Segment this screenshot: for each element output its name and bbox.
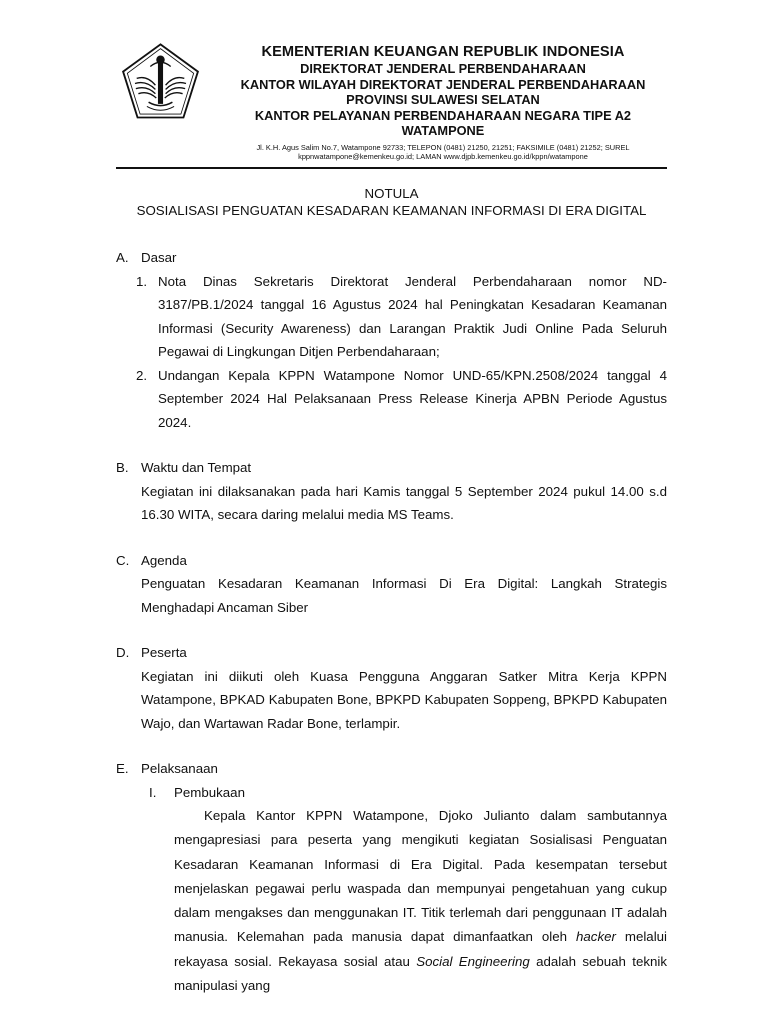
letterhead-regional-office: KANTOR WILAYAH DIREKTORAT JENDERAL PERBENDAHARAAN [240,76,646,92]
subsection-text [174,804,667,998]
section-letter: D. [116,645,130,660]
section-heading [116,456,667,480]
document-body [116,246,667,1020]
letterhead-directorate: DIREKTORAT JENDERAL PERBENDAHARAAN [300,61,586,76]
section-heading [116,246,667,270]
section-heading [116,757,667,781]
section-text: Kegiatan ini dilaksanakan pada hari Kamis tanggal 5 September 2024 pukul 14.00 s.d 16.30 WITA, secara daring melalui media MS Teams. [141,483,667,522]
subsection-title: Pembukaan [174,784,245,800]
section-title: Agenda [141,552,187,568]
section-letter: A. [116,250,129,265]
ministry-emblem-logo [118,41,203,126]
text-segment: melalui rekayasa sosial. Rekayasa sosial atau [174,929,668,969]
section-waktu-tempat [116,456,667,527]
letterhead [210,43,676,162]
section-agenda [116,549,667,620]
letterhead-address [210,143,676,162]
subsection-number: I. [149,784,157,800]
section-pelaksanaan [116,757,667,998]
italic-term-social-engineering: Social Engineering [416,953,530,969]
list-number: 1. [136,273,148,289]
italic-term-hacker: hacker [576,929,616,945]
section-dasar [116,246,667,434]
document-title [116,185,667,219]
section-title: Dasar [141,250,177,265]
section-peserta [116,641,667,735]
section-title: Peserta [141,645,187,660]
section-title: Waktu dan Tempat [141,460,252,475]
list-item [136,364,667,435]
section-heading [116,549,667,573]
list-text: Nota Dinas Sekretaris Direktorat Jenderal Perbendaharaan nomor ND-3187/PB.1/2024 tanggal 16 Agustus 2024 hal Peningkatan Kesadaran Keamanan Informasi (Security Awareness) dan Larangan Praktik Judi Online Pada Seluruh Pegawai di Lingkungan Ditjen Perbendaharaan; [158,273,667,359]
letterhead-address-line1: Jl. K.H. Agus Salim No.7, Watampone 92733; TELEPON (0481) 21250, 21251; FAKSIMILE (0481) 21252; SUREL [256,142,630,152]
letterhead-city: WATAMPONE [401,123,485,138]
section-letter: C. [116,552,130,568]
letterhead-divider [116,167,667,169]
letterhead-ministry: KEMENTERIAN KEUANGAN REPUBLIK INDONESIA [261,44,625,60]
list-number: 2. [136,367,148,383]
section-letter: E. [116,761,129,776]
list-item [136,270,667,364]
text-segment: Kepala Kantor KPPN Watampone, Djoko Julianto dalam sambutannya mengapresiasi para peserta yang mengikuti kegiatan Sosialisasi Penguatan Kesadaran Keamanan Informasi di Era Digital. Pada kesempatan tersebut menjelaskan pegawai perlu waspada dan mempunyai pengetahuan yang cukup dalam mengakses dan menggunakan IT. Titik terlemah dari penggunaan IT adalah manusia. Kelemahan pada manusia dapat dimanfaatkan oleh [174,808,667,945]
section-text: Penguatan Kesadaran Keamanan Informasi Di Era Digital: Langkah Strategis Menghadapi Ancaman Siber [141,576,667,615]
title-subject: SOSIALISASI PENGUATAN KESADARAN KEAMANAN INFORMASI DI ERA DIGITAL [136,203,647,218]
list-text: Undangan Kepala KPPN Watampone Nomor UND-65/KPN.2508/2024 tanggal 4 September 2024 Hal Pelaksanaan Press Release Kinerja APBN Periode Agustus 2024. [158,367,667,430]
letterhead-address-line2: kppnwatampone@kemenkeu.go.id; LAMAN www.djpb.kemenkeu.go.id/kppn/watampone [298,152,588,161]
subsection-heading [149,781,667,805]
letterhead-office: KANTOR PELAYANAN PERBENDAHARAAN NEGARA TIPE A2 [254,107,632,123]
title-notula: NOTULA [364,186,419,201]
section-heading [116,641,667,665]
section-text: Kegiatan ini diikuti oleh Kuasa Pengguna Anggaran Satker Mitra Kerja KPPN Watampone, BPKAD Kabupaten Bone, BPKPD Kabupaten Soppeng, BPKPD Kabupaten Wajo, dan Wartawan Radar Bone, terlampir. [141,668,667,731]
section-letter: B. [116,460,129,475]
section-title: Pelaksanaan [141,761,218,776]
letterhead-province: PROVINSI SULAWESI SELATAN [346,92,540,107]
text-segment: adalah sebuah teknik manipulasi yang [174,953,668,994]
